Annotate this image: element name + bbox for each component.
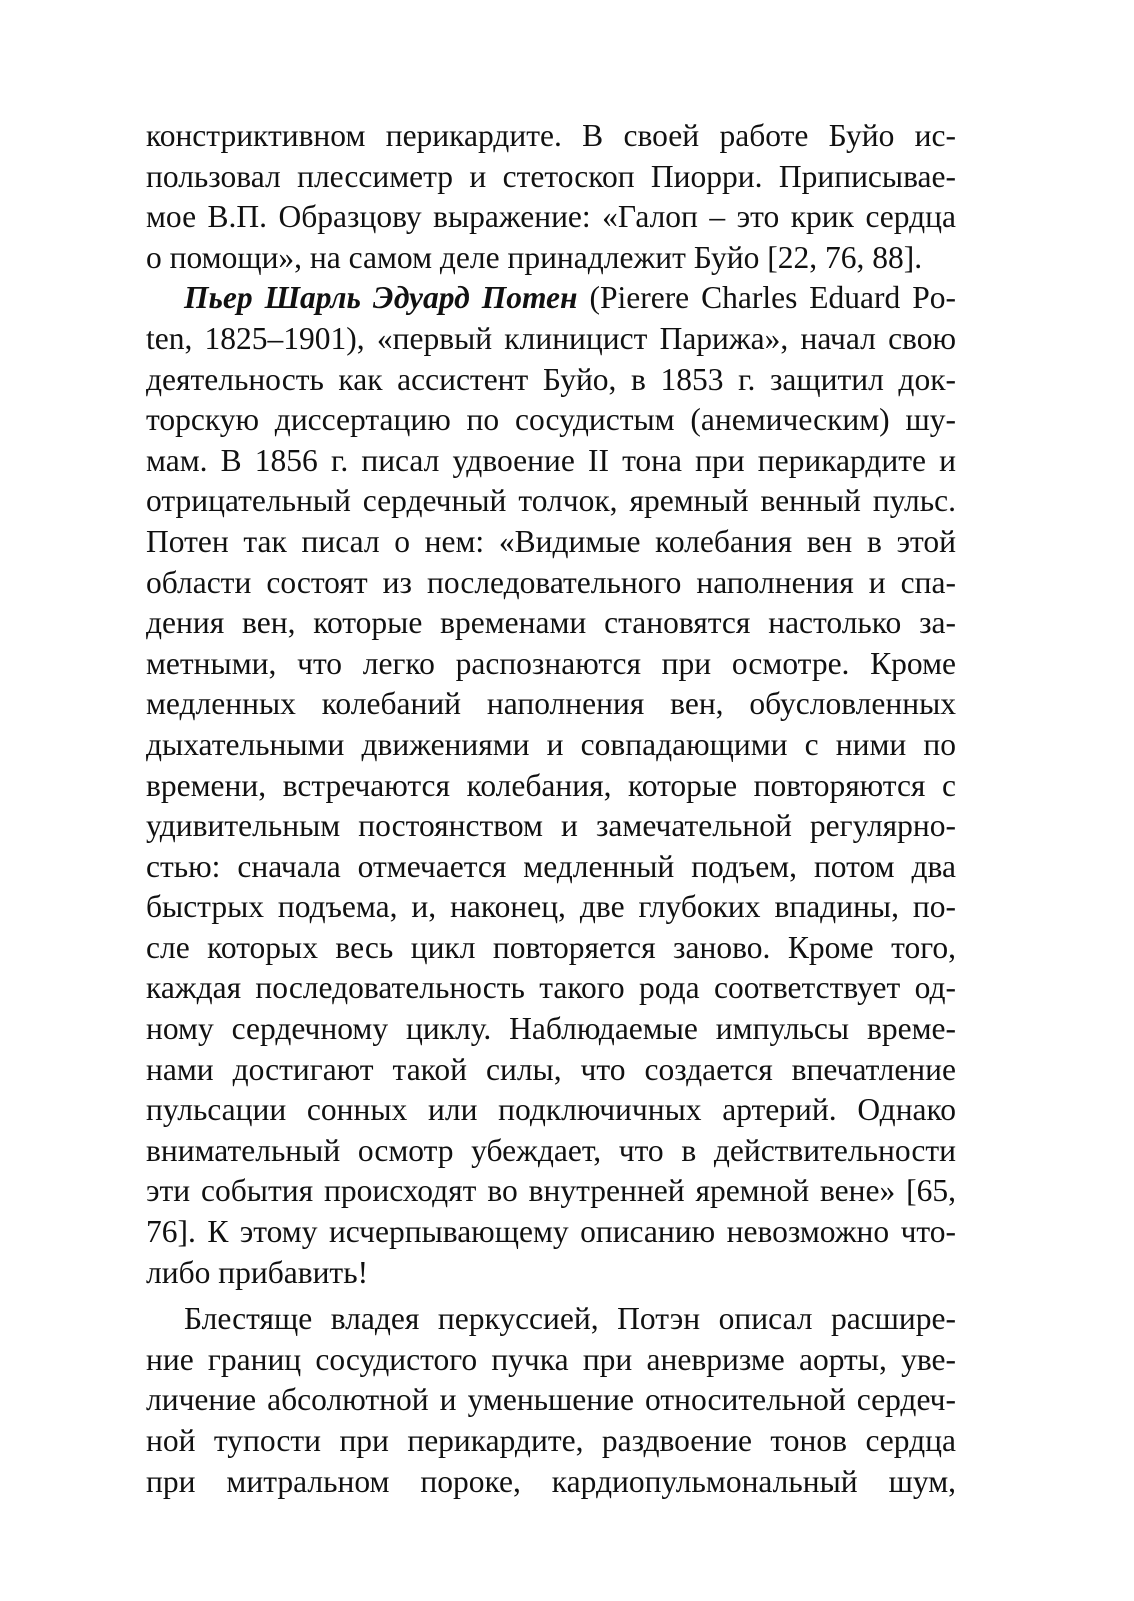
text-line: внимательный осмотр убеждает, что в действительности [146, 1132, 956, 1168]
text-line: ten, 1825–1901), «первый клиницист Парижа», начал свою [146, 320, 956, 356]
text-line: области состоят из последовательного наполнения и спа- [146, 564, 956, 600]
text-line: эти события происходят во внутренней яремной вене» [65, [146, 1173, 956, 1209]
text-line: сле которых весь цикл повторяется заново. Кроме того, [146, 929, 956, 965]
text-line: быстрых подъема, и, наконец, две глубоких впадины, по- [146, 889, 956, 925]
text-line: при митральном пороке, кардиопульмональный шум, [146, 1463, 956, 1499]
text-line: либо прибавить! [146, 1254, 369, 1290]
paragraph-1 [146, 116, 956, 278]
paragraph-2 [146, 278, 956, 1293]
text-line [146, 278, 956, 319]
text-line: дыхательными движениями и совпадающими с ними по [146, 726, 956, 762]
text-line: стью: сначала отмечается медленный подъем, потом два [146, 848, 956, 884]
text-line: Блестяще владея перкуссией, Потэн описал расшире- [184, 1301, 956, 1337]
text-line: медленных колебаний наполнения вен, обусловленных [146, 686, 956, 722]
text-line: о помощи», на самом деле принадлежит Буйо [22, 76, 88]. [146, 239, 923, 275]
text-line: пульсации сонных или подключичных артерий. Однако [146, 1092, 956, 1128]
text-fragment: (Pierere Charles Eduard Po- [577, 280, 956, 316]
text-line: отрицательный сердечный толчок, яремный венный пульс. [146, 483, 956, 519]
text-line: ной тупости при перикардите, раздвоение тонов сердца [146, 1423, 956, 1458]
text-line: мое В.П. Образцову выражение: «Галоп – это крик сердца [146, 199, 956, 235]
text-line: мам. В 1856 г. писал удвоение II тона при перикардите и [146, 442, 956, 478]
text-line: деятельность как ассистент Буйо, в 1853 г. защитил док- [146, 361, 956, 397]
text-line: констриктивном перикардите. В своей работе Буйо ис- [146, 118, 956, 153]
text-line: времени, встречаются колебания, которые повторяются с [146, 767, 956, 803]
text-line: удивительным постоянством и замечательной регулярно- [146, 808, 956, 844]
person-name: Пьер Шарль Эдуард Потен [184, 280, 578, 316]
paragraph-3 [146, 1299, 956, 1502]
text-line: пользовал плессиметр и стетоскоп Пиорри. Приписывае- [146, 158, 956, 194]
text-line: метными, что легко распознаются при осмотре. Кроме [146, 645, 956, 681]
text-line: торскую диссертацию по сосудистым (анемическим) шу- [146, 402, 956, 438]
book-page [146, 116, 956, 1502]
text-line: 76]. К этому исчерпывающему описанию невозможно что- [146, 1214, 956, 1250]
text-line: каждая последовательность такого рода соответствует од- [146, 970, 956, 1006]
text-line: нами достигают такой силы, что создается впечатление [146, 1051, 956, 1087]
text-line: дения вен, которые временами становятся настолько за- [146, 605, 956, 641]
text-line: ние границ сосудистого пучка при аневризме аорты, уве- [146, 1341, 956, 1377]
text-line: личение абсолютной и уменьшение относительной сердеч- [146, 1382, 956, 1418]
text-line: ному сердечному циклу. Наблюдаемые импульсы време- [146, 1011, 956, 1047]
text-line: Потен так писал о нем: «Видимые колебания вен в этой [146, 523, 956, 559]
